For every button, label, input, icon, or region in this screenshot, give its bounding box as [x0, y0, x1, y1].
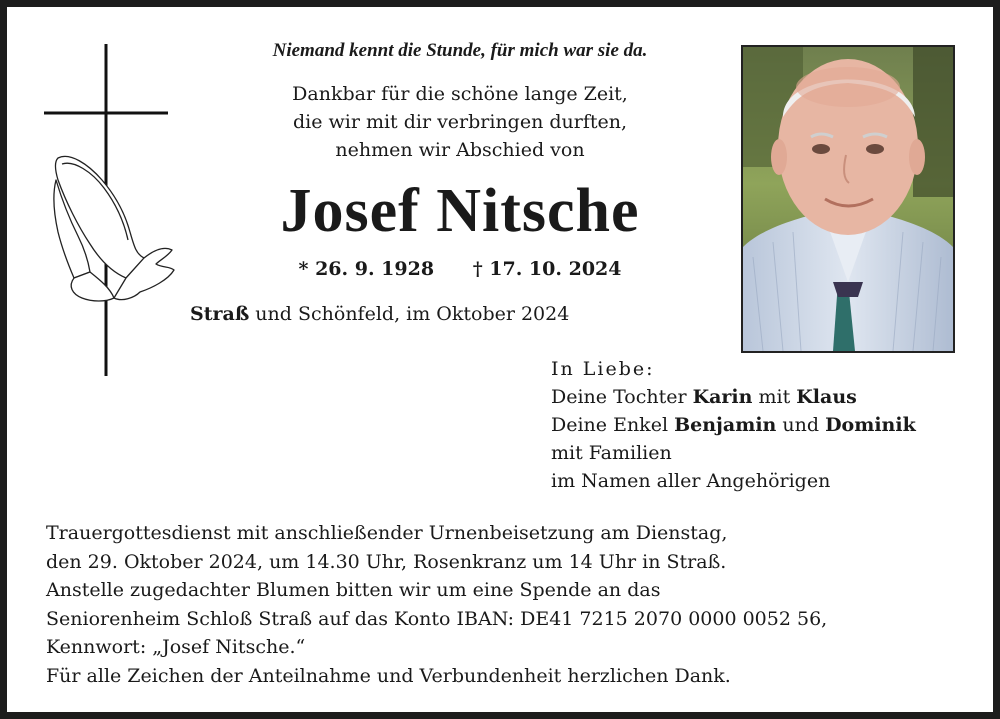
- portrait-photo: [741, 45, 955, 353]
- family-line: [551, 383, 916, 411]
- deceased-name: Josef Nitsche: [280, 177, 640, 245]
- family-heading: In Liebe:: [551, 358, 655, 380]
- intro-text: [190, 80, 730, 164]
- notes-line: Kennwort: „Josef Nitsche.“: [46, 636, 306, 658]
- family-line: im Namen aller Angehörigen: [551, 470, 831, 492]
- intro-line: die wir mit dir verbringen durften,: [292, 111, 628, 133]
- family-member: Klaus: [796, 386, 857, 408]
- intro-line: Dankbar für die schöne lange Zeit,: [292, 83, 628, 105]
- place-date-line: [190, 303, 569, 325]
- life-dates: [190, 258, 730, 280]
- cross-praying-hands-icon: [40, 40, 180, 380]
- family-member: Dominik: [825, 414, 916, 436]
- family-line: [551, 411, 916, 439]
- portrait-image: [743, 47, 953, 351]
- birth-date: * 26. 9. 1928: [298, 258, 435, 280]
- family-text: Deine Enkel: [551, 414, 675, 436]
- family-text: Deine Tochter: [551, 386, 693, 408]
- notes-line: den 29. Oktober 2024, um 14.30 Uhr, Rosenkranz um 14 Uhr in Straß.: [46, 550, 727, 573]
- family-line: mit Familien: [551, 442, 672, 464]
- family-member: Karin: [692, 386, 753, 408]
- family-member: Benjamin: [674, 414, 777, 436]
- family-text: mit: [752, 386, 797, 408]
- place-rest: und Schönfeld, im Oktober 2024: [249, 303, 570, 325]
- place-town: Straß: [190, 303, 250, 325]
- family-text: und: [776, 414, 826, 436]
- intro-line: nehmen wir Abschied von: [335, 139, 585, 161]
- family-signature: [551, 355, 916, 495]
- service-notes: [46, 519, 827, 690]
- notes-line: Anstelle zugedachter Blumen bitten wir um eine Spende an das: [46, 579, 661, 601]
- notes-line: Seniorenheim Schloß Straß auf das Konto IBAN: DE41 7215 2070 0000 0052 56,: [46, 607, 828, 630]
- notes-line: Für alle Zeichen der Anteilnahme und Verbundenheit herzlichen Dank.: [46, 664, 731, 687]
- motto: Niemand kennt die Stunde, für mich war sie da.: [272, 40, 648, 61]
- death-date: † 17. 10. 2024: [472, 258, 622, 280]
- notes-line: Trauergottesdienst mit anschließender Urnenbeisetzung am Dienstag,: [46, 522, 728, 544]
